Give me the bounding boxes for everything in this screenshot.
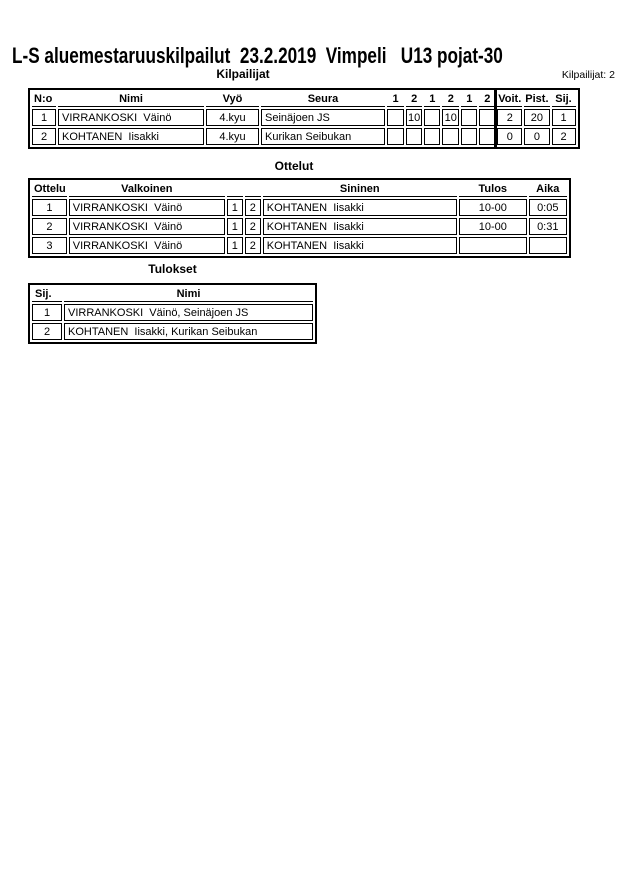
column-header: Pist.: [524, 92, 549, 107]
column-header: 1: [424, 92, 440, 107]
table-cell: 1: [32, 304, 62, 321]
table-cell: 10-00: [459, 199, 527, 216]
table-cell: 0: [524, 128, 549, 145]
column-header: [227, 182, 243, 197]
table-cell: [479, 128, 495, 145]
table-cell: [461, 128, 477, 145]
column-header: N:o: [32, 92, 56, 107]
table-cell: [479, 109, 495, 126]
table-cell: 2: [245, 199, 261, 216]
column-header: Aika: [529, 182, 567, 197]
column-header: Sij.: [32, 287, 62, 302]
table-cell: KOHTANEN Iisakki: [263, 237, 457, 254]
table-cell: 2: [497, 109, 522, 126]
table-cell: 2: [245, 237, 261, 254]
table-cell: 0: [497, 128, 522, 145]
column-header: Ottelu: [32, 182, 67, 197]
table-cell: [529, 237, 567, 254]
table-cell: 1: [32, 109, 56, 126]
column-header: Voit.: [497, 92, 522, 107]
column-header: 2: [442, 92, 459, 107]
results-table-wrapper: [28, 283, 317, 344]
table-cell: 2: [32, 218, 67, 235]
column-header: 2: [479, 92, 495, 107]
table-cell: [442, 128, 459, 145]
matches-table: [28, 178, 571, 258]
table-cell: VIRRANKOSKI Väinö, Seinäjoen JS: [64, 304, 313, 321]
section-heading-results: Tulokset: [148, 262, 197, 276]
column-header: Valkoinen: [69, 182, 225, 197]
table-cell: [387, 109, 404, 126]
column-header: Sininen: [263, 182, 457, 197]
column-header: Sij.: [552, 92, 576, 107]
table-cell: 2: [32, 323, 62, 340]
table-row: [32, 304, 313, 321]
table-cell: 1: [552, 109, 576, 126]
table-cell: VIRRANKOSKI Väinö: [69, 218, 225, 235]
table-cell: [459, 237, 527, 254]
table-cell: VIRRANKOSKI Väinö: [69, 199, 225, 216]
competitor-count-label: Kilpailijat: 2: [561, 69, 615, 81]
table-cell: 1: [227, 199, 243, 216]
table-cell: [406, 128, 422, 145]
results-header-row: [32, 287, 313, 302]
table-cell: 0:05: [529, 199, 567, 216]
matches-header-row: [32, 182, 567, 197]
table-cell: 10: [406, 109, 422, 126]
column-header: 1: [387, 92, 404, 107]
table-cell: [461, 109, 477, 126]
table-row: [32, 323, 313, 340]
table-cell: KOHTANEN Iisakki, Kurikan Seibukan: [64, 323, 313, 340]
table-cell: 4.kyu: [206, 128, 259, 145]
table-cell: VIRRANKOSKI Väinö: [69, 237, 225, 254]
column-header: Nimi: [64, 287, 313, 302]
table-cell: 2: [32, 128, 56, 145]
table-cell: [387, 128, 404, 145]
table-cell: 1: [32, 199, 67, 216]
section-heading-matches: Ottelut: [274, 159, 314, 173]
table-row: [32, 237, 567, 254]
table-cell: 2: [552, 128, 576, 145]
competitors-table-wrapper: [28, 88, 580, 149]
table-cell: VIRRANKOSKI Väinö: [58, 109, 204, 126]
page-title: L-S aluemestaruuskilpailut 23.2.2019 Vimpeli U13 pojat-30: [12, 43, 503, 68]
table-cell: 1: [227, 218, 243, 235]
column-header: 2: [406, 92, 422, 107]
results-group-divider-line: [494, 88, 497, 149]
column-header: Tulos: [459, 182, 527, 197]
table-cell: 10-00: [459, 218, 527, 235]
table-cell: KOHTANEN Iisakki: [263, 199, 457, 216]
table-cell: 10: [442, 109, 459, 126]
table-cell: 1: [227, 237, 243, 254]
table-row: [32, 218, 567, 235]
table-cell: 0:31: [529, 218, 567, 235]
column-header: Nimi: [58, 92, 204, 107]
results-table: [28, 283, 317, 344]
table-cell: 4.kyu: [206, 109, 259, 126]
matches-table-wrapper: [28, 178, 571, 258]
table-row: [32, 199, 567, 216]
table-cell: 20: [524, 109, 549, 126]
column-header: Vyö: [206, 92, 259, 107]
table-cell: Seinäjoen JS: [261, 109, 385, 126]
table-cell: 3: [32, 237, 67, 254]
table-cell: [424, 109, 440, 126]
table-cell: [424, 128, 440, 145]
section-heading-competitors: Kilpailijat: [216, 67, 270, 81]
table-cell: KOHTANEN Iisakki: [58, 128, 204, 145]
column-header: [245, 182, 261, 197]
column-header: 1: [461, 92, 477, 107]
table-cell: Kurikan Seibukan: [261, 128, 385, 145]
table-cell: KOHTANEN Iisakki: [263, 218, 457, 235]
column-header: Seura: [261, 92, 385, 107]
table-cell: 2: [245, 218, 261, 235]
